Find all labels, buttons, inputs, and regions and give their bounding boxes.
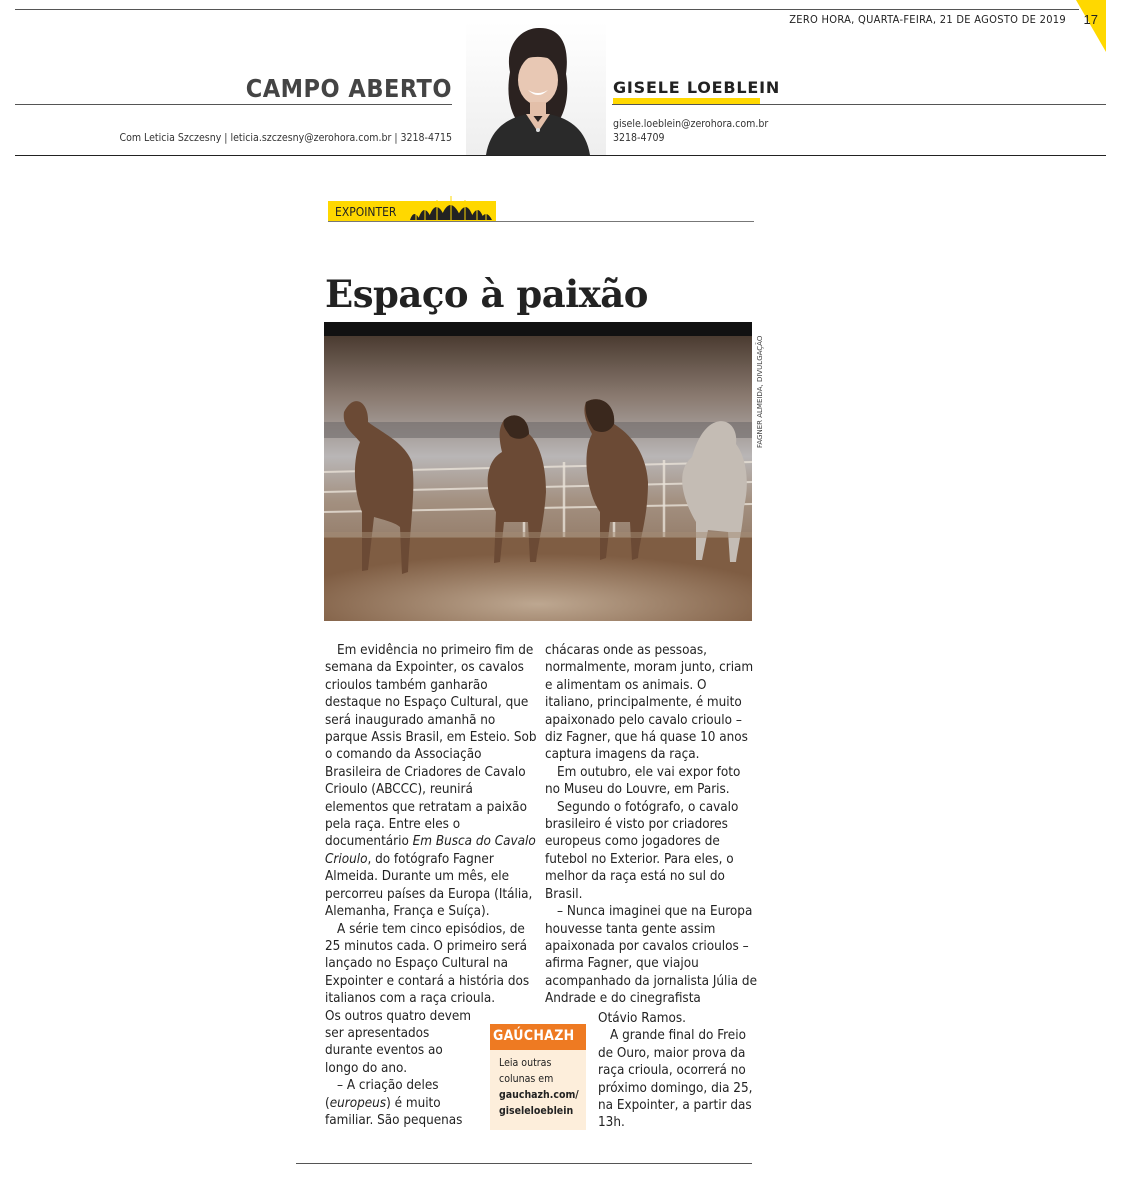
article-paragraph: A série tem cinco episódios, de 25 minutos cada. O primeiro será lançado no Espaço Cultural na Expointer e contará a história dos italianos com a raça crioula.: [325, 921, 530, 1007]
contact-phone: 3218-4709: [613, 132, 665, 144]
article-paragraph: chácaras onde as pessoas, normalmente, moram junto, criam e alimentam os animais. O italiano, principalmente, é muito apaixonado pelo cavalo crioulo – diz Fagner, que há quase 10 anos captura imagens da raça.: [545, 643, 754, 763]
expointer-arches-icon: [408, 190, 494, 220]
horses-photo: [324, 322, 752, 621]
page-number: 17: [1083, 12, 1098, 27]
gauchazh-logo: GAÚCHAZH: [493, 1028, 575, 1044]
photo-credit: [752, 330, 766, 450]
article-paragraph: Os outros quatro devem ser apresentados durante eventos ao longo do ano.: [325, 1008, 472, 1076]
contact-email[interactable]: gisele.loeblein@zerohora.com.br: [613, 118, 769, 130]
masthead-rule-right: [612, 104, 1106, 105]
section-title: CAMPO ABERTO: [245, 74, 452, 103]
dateline: ZERO HORA, QUARTA-FEIRA, 21 DE AGOSTO DE 2019: [789, 13, 1066, 26]
bottom-rule: [296, 1163, 752, 1164]
headline: Espaço à paixão: [325, 272, 648, 316]
columnist-name: GISELE LOEBLEIN: [613, 78, 781, 97]
masthead-bottom-rule: [15, 155, 1106, 156]
article-paragraph: Segundo o fotógrafo, o cavalo brasileiro é visto por criadores europeus como jogadores de futebol no Exterior. Para eles, o melhor da raça está no sul do Brasil.: [545, 799, 739, 902]
article-column-2: [545, 642, 757, 1008]
contact-right: [613, 117, 768, 145]
top-rule: [15, 9, 1079, 10]
promo-link-line1[interactable]: gauchazh.com/: [499, 1089, 579, 1101]
section-tag-label: EXPOINTER: [335, 205, 397, 219]
contact-left: Com Leticia Szczesny | leticia.szczesny@zerohora.com.br | 3218-4715: [119, 132, 452, 144]
article-paragraph: Otávio Ramos.: [598, 1011, 686, 1026]
svg-text:FAGNER ALMEIDA, DIVULGAÇÃO: FAGNER ALMEIDA, DIVULGAÇÃO: [756, 335, 764, 448]
promo-description: Leia outras colunas em: [499, 1057, 554, 1085]
article-column-2-continued: [598, 1010, 758, 1132]
article-paragraph: Em outubro, ele vai expor foto no Museu do Louvre, em Paris.: [545, 764, 741, 798]
promo-link-line2[interactable]: giseleloeblein: [499, 1105, 574, 1117]
article-paragraph: Em evidência no primeiro fim de semana da Expointer, os cavalos crioulos também ganharão destaque no Espaço Cultural, que será inaugurado amanhã no parque Assis Brasil, em Esteio. Sob o comando da Associação Brasileira de Criadores de Cavalo Crioulo (ABCCC), reunirá elementos que retratam a paixão pela raça. Entre eles o documentário Em Busca do Cavalo Crioulo, do fotógrafo Fagner Almeida. Durante um mês, ele percorreu países da Europa (Itália, Alemanha, França e Suíça).: [325, 643, 537, 920]
section-rule: [328, 221, 754, 222]
article-paragraph: – Nunca imaginei que na Europa houvesse tanta gente assim apaixonada por cavalos crioulos – afirma Fagner, que viajou acompanhado da jornalista Júlia de Andrade e do cinegrafista: [545, 904, 758, 1007]
article-paragraph: – A criação deles (europeus) é muito familiar. São pequenas: [325, 1078, 463, 1128]
article-paragraph: A grande final do Freio de Ouro, maior prova da raça crioula, ocorrerá no próximo domingo, dia 25, na Expointer, a partir das 13h.: [598, 1028, 753, 1131]
columnist-portrait: [466, 22, 606, 155]
promo-text: [499, 1055, 585, 1119]
masthead-rule-left: [15, 104, 452, 105]
